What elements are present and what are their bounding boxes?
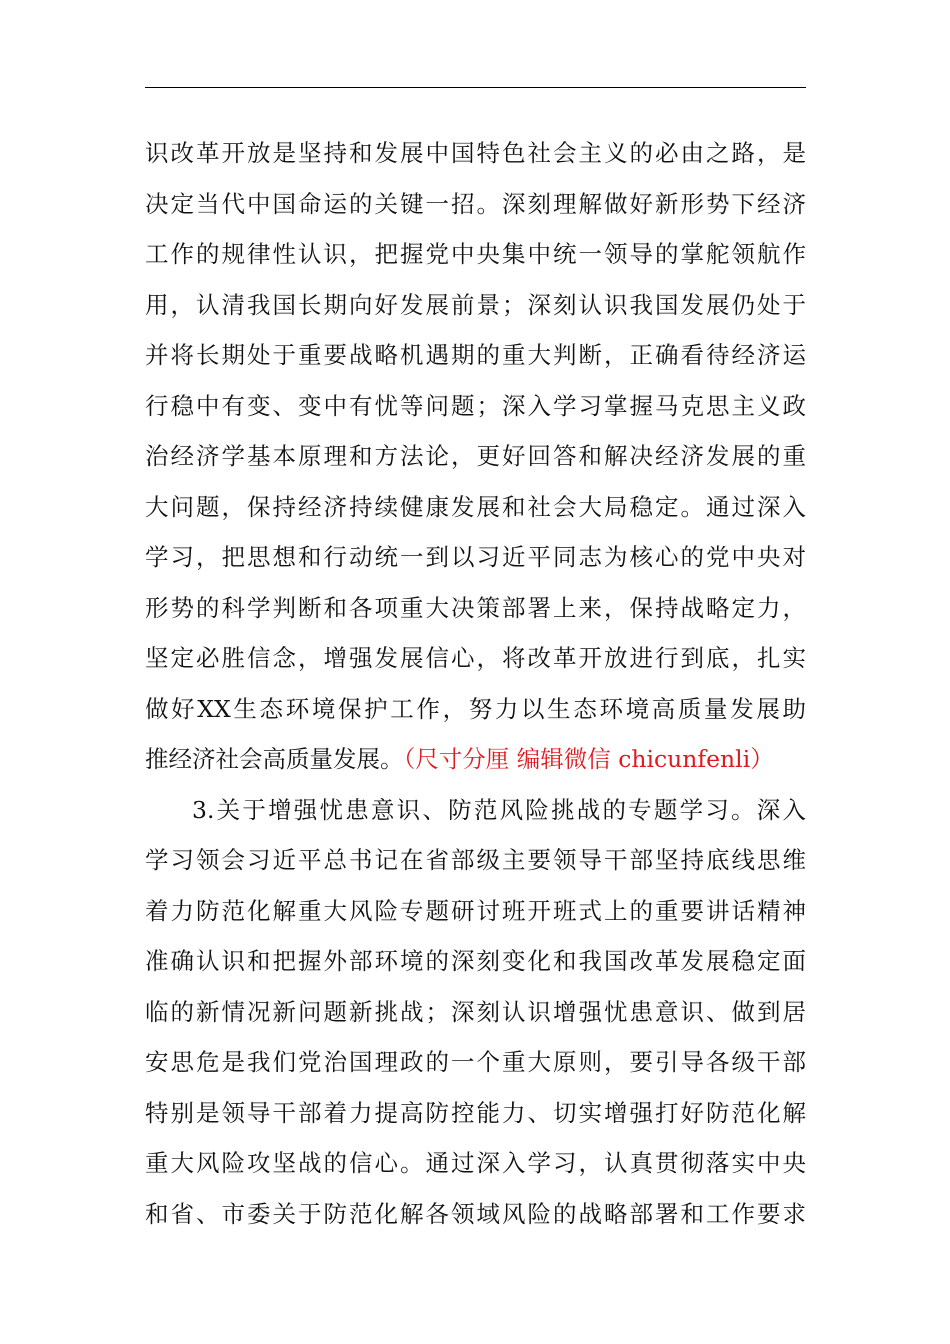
text-line: 大问题，保持经济持续健康发展和社会大局稳定。通过深入	[145, 492, 806, 521]
document-body	[145, 128, 806, 1239]
text-line: 学习领会习近平总书记在省部级主要领导干部坚持底线思维	[145, 846, 806, 874]
editor-note: （尺寸分厘 编辑微信 chicunfenli）	[403, 745, 774, 773]
text-line: 安思危是我们党治国理政的一个重大原则，要引导各级干部	[145, 1048, 806, 1076]
header-rule	[145, 87, 806, 88]
paragraph-2	[145, 785, 806, 1240]
text-line: 形势的科学判断和各项重大决策部署上来，保持战略定力，	[145, 593, 806, 622]
text-line: 和省、市委关于防范化解各领域风险的战略部署和工作要求	[145, 1199, 806, 1228]
text-line: 行稳中有变、变中有忧等问题；深入学习掌握马克思主义政	[145, 391, 806, 420]
text-line: 决定当代中国命运的关键一招。深刻理解做好新形势下经济	[145, 189, 806, 218]
text-line: 识改革开放是坚持和发展中国特色社会主义的必由之路，是	[145, 139, 806, 167]
text-line: 工作的规律性认识，把握党中央集中统一领导的掌舵领航作	[145, 240, 806, 268]
text-line: 特别是领导干部着力提高防控能力、切实增强打好防范化解	[145, 1098, 806, 1127]
text-line: 做好XX生态环境保护工作，努力以生态环境高质量发展助	[145, 694, 806, 723]
text-line: 学习，把思想和行动统一到以习近平同志为核心的党中央对	[145, 543, 806, 571]
text-line: 治经济学基本原理和方法论，更好回答和解决经济发展的重	[145, 442, 806, 470]
text-line: 准确认识和把握外部环境的深刻变化和我国改革发展稳定面	[145, 947, 806, 975]
text-line: 坚定必胜信念，增强发展信心，将改革开放进行到底，扎实	[145, 644, 806, 672]
text-line-end: 推经济社会高质量发展。	[145, 745, 404, 773]
text-line: 用，认清我国长期向好发展前景；深刻认识我国发展仍处于	[145, 290, 806, 319]
text-line: 重大风险攻坚战的信心。通过深入学习，认真贯彻落实中央	[145, 1149, 806, 1177]
text-line-last	[145, 734, 806, 785]
text-line: 临的新情况新问题新挑战；深刻认识增强忧患意识、做到居	[145, 997, 806, 1026]
text-line: 着力防范化解重大风险专题研讨班开班式上的重要讲话精神	[145, 896, 806, 925]
paragraph-1	[145, 128, 806, 785]
text-line: 并将长期处于重要战略机遇期的重大判断，正确看待经济运	[145, 341, 806, 369]
section-heading-line: 3.关于增强忧患意识、防范风险挑战的专题学习。深入	[192, 795, 806, 824]
